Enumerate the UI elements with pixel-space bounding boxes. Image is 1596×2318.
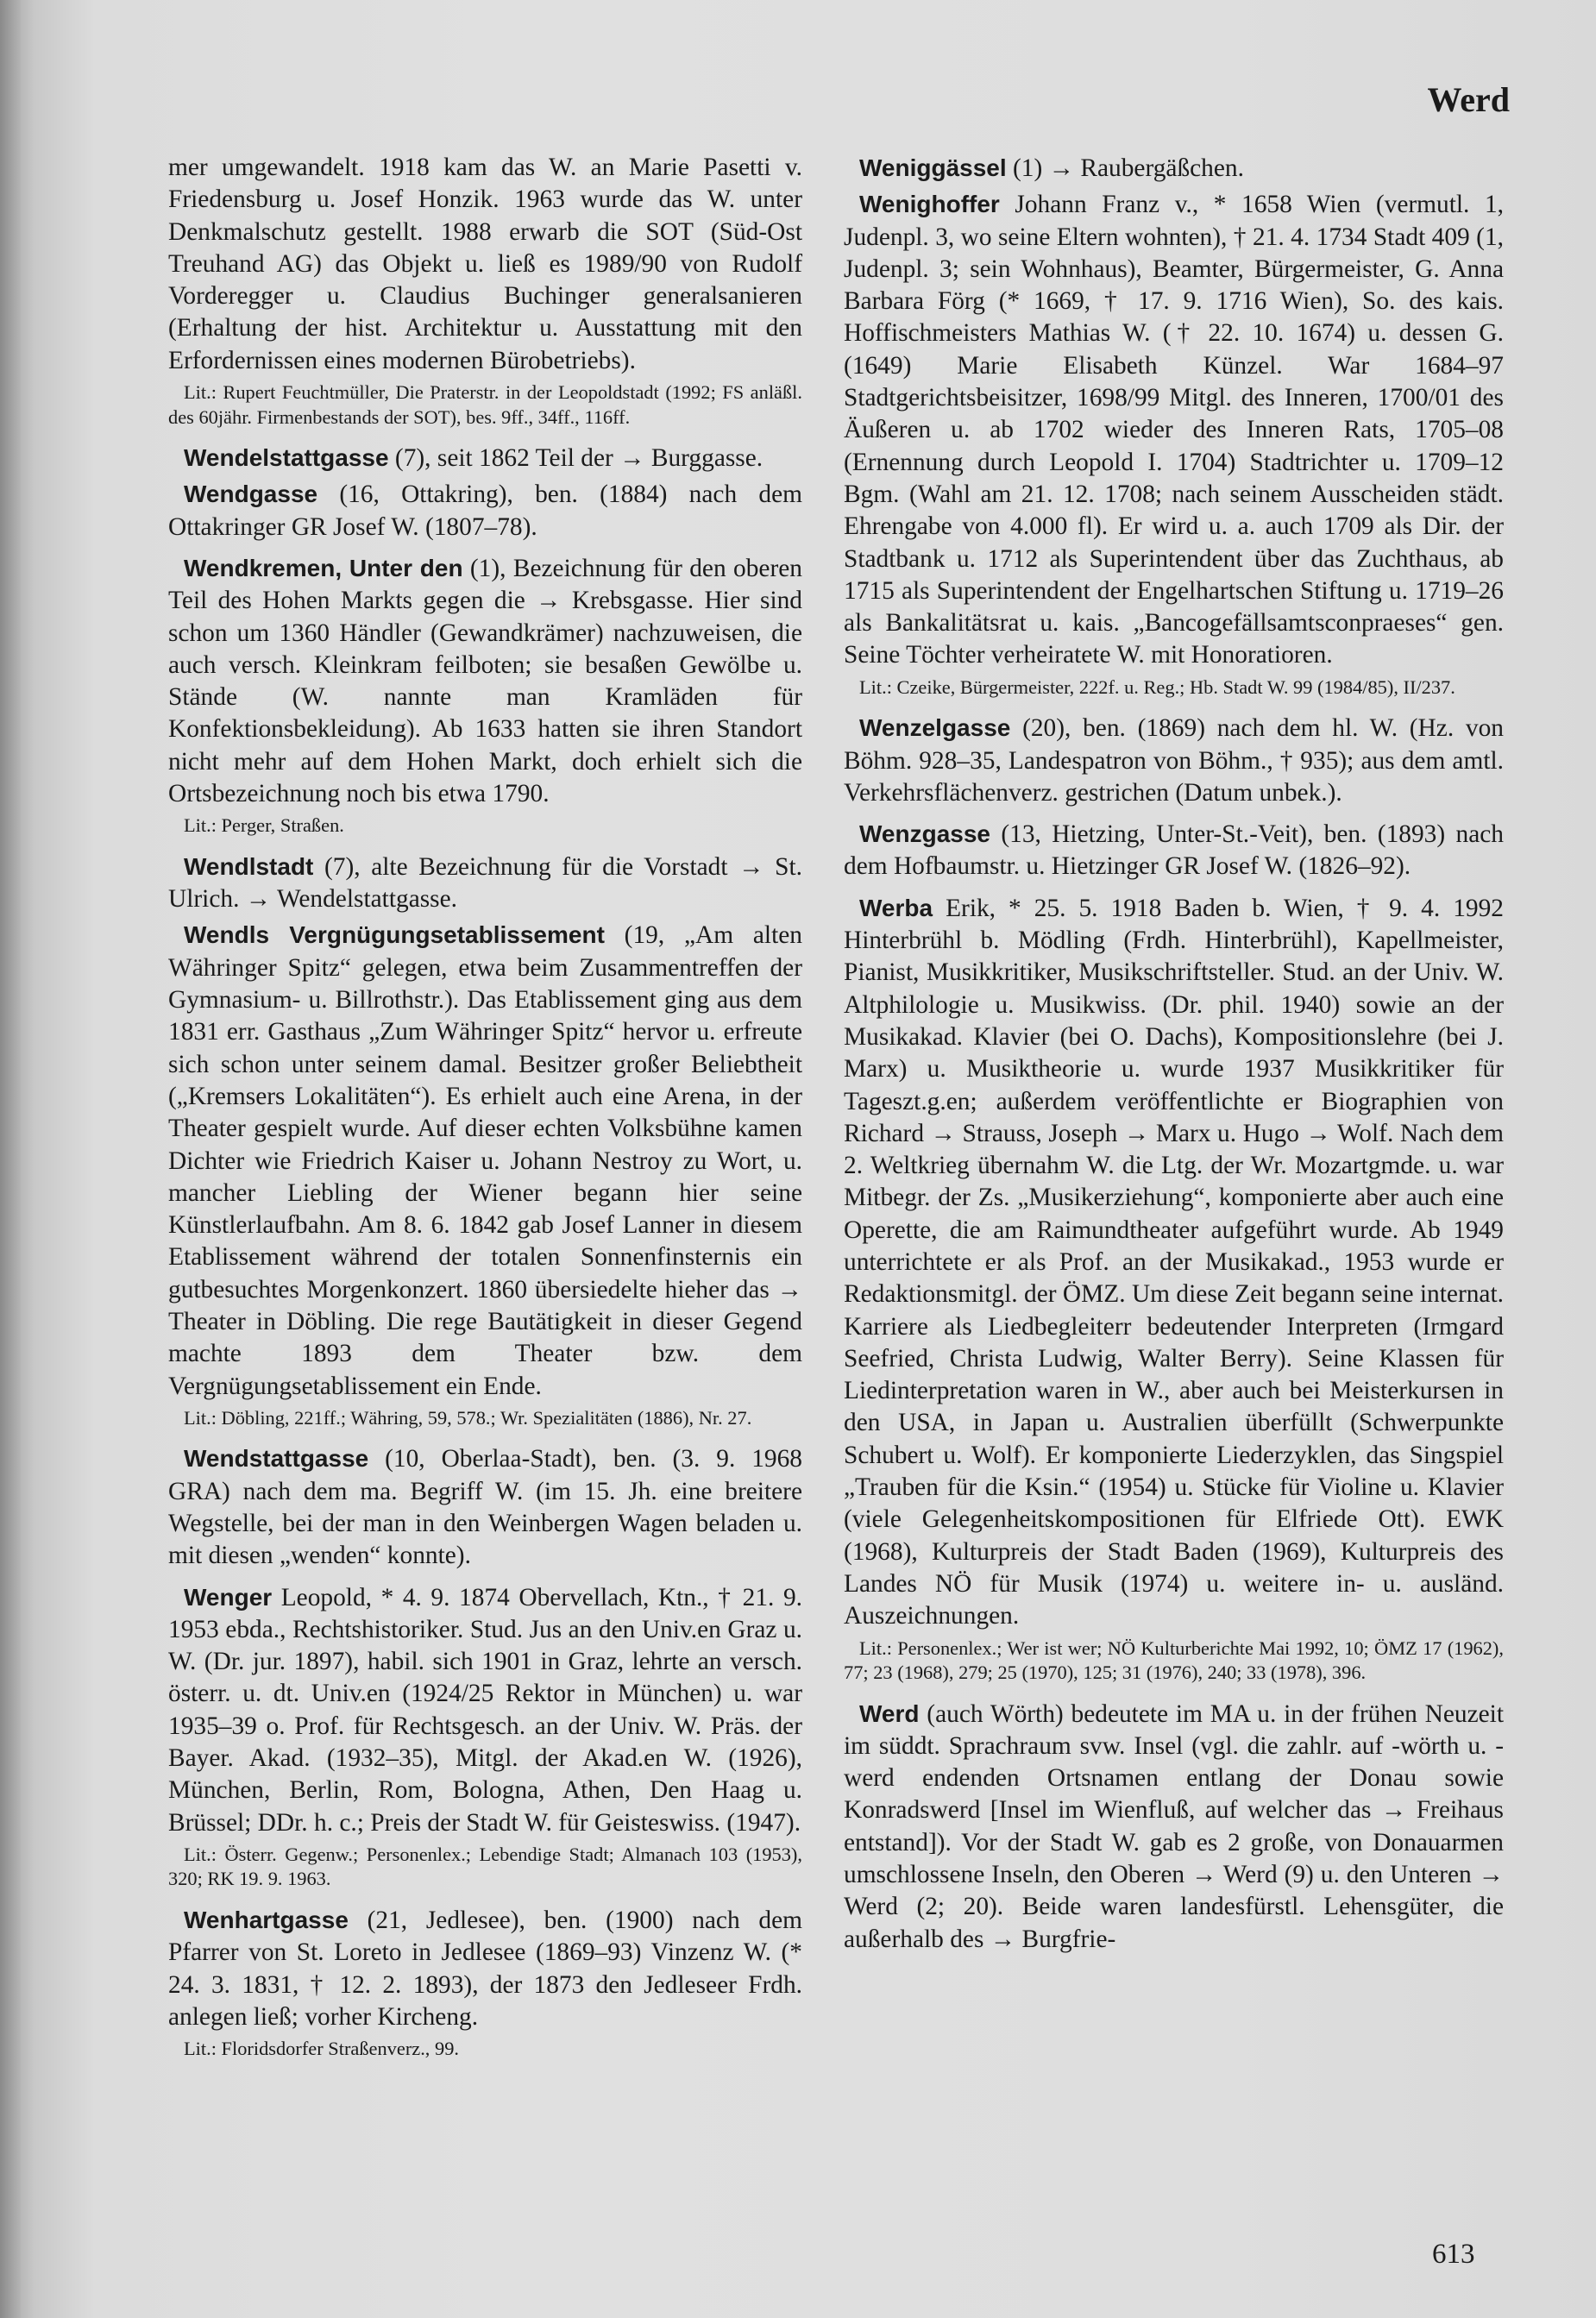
page-fold-shadow [0, 0, 21, 2318]
running-header: Werd [1427, 80, 1510, 119]
entry-wenzgasse [844, 818, 1504, 883]
entry-headword: Wendkremen, Unter den [184, 554, 463, 581]
literature-reference: Lit.: Perger, Straßen. [184, 814, 344, 837]
entry-wendgasse [168, 478, 802, 543]
right-column [844, 152, 1504, 1959]
entry-headword: Werd [859, 1699, 920, 1727]
entry-continuation [168, 152, 802, 377]
entry-wenighoffer [844, 188, 1504, 671]
entry-wenzelgasse [844, 712, 1504, 809]
entry-headword: Wendlstadt [184, 852, 314, 880]
entry-headword: Wendstattgasse [184, 1445, 369, 1473]
entry-text: (16, Ottakring), ben. (1884) nach dem Ottakringer GR Josef W. (1807–78). [168, 481, 802, 541]
literature-reference: Lit.: Österr. Gegenw.; Personenlex.; Lebendige Stadt; Almanach 103 (1953), 320; RK 19. 9. 1963. [168, 1843, 802, 1890]
entry-wendkremen [168, 552, 802, 810]
literature-reference: Lit.: Czeike, Bürgermeister, 222f. u. Reg.; Hb. Stadt W. 99 (1984/85), II/237. [859, 675, 1455, 698]
entry-text: (auch Wörth) bedeutete im MA u. in der frühen Neuzeit im süddt. Sprachraum svw. Insel (vgl. die zahlr. auf -wörth u. -werd endenden Ortsnamen entlang der Donau sowie Konradswerd [Insel im Wienfluß, auf welcher das → Freihaus entstand]). Vor der Stadt W. gab es 2 große, von Donauarmen umschlossene Inseln, den Oberen → Werd (9) u. den Unteren → Werd (2; 20). Beide waren landesfürstl. Lehensgüter, die außerhalb des → Burgfrie- [844, 1699, 1504, 1953]
entry-wendlstadt [168, 851, 802, 916]
entry-text: (1) → Raubergäßchen. [1006, 154, 1244, 182]
entry-text: (19, „Am alten Währinger Spitz“ gelegen, etwa beim Zusammentreffen der Gymnasium- u. Billrothstr.). Das Etablissement ging aus dem 1831 err. Gasthaus „Zum Währinger Spitz“ hervor u. erfreute sich schon unter seinem damal. Besitzer großer Beliebtheit („Kremsers Lokalitäten“). Es erhielt auch eine Arena, in der Theater gespielt wurde. Auf dieser echten Volksbühne kamen Dichter wie Friedrich Kaiser u. Johann Nestroy zu Wort, u. mancher Liebling der Wiener begann hier seine Künstlerlaufbahn. Am 8. 6. 1842 gab Josef Lanner in diesem Etablissement während der totalen Sonnenfinsternis ein gutbesuchtes Morgenkonzert. 1860 übersiedelte hieher das → Theater in Döbling. Die rege Bautätigkeit in dieser Gegend machte 1893 dem Theater bzw. dem Vergnügungsetablissement ein Ende. [168, 921, 802, 1400]
entry-text: (13, Hietzing, Unter-St.-Veit), ben. (1893) nach dem Hofbaumstr. u. Hietzinger GR Josef W. (1826–92). [844, 820, 1504, 881]
entry-wendls-vergnuegungsetablissement [168, 919, 802, 1402]
entry-wendelstattgasse [168, 442, 802, 474]
literature-reference: Lit.: Personenlex.; Wer ist wer; NÖ Kulturberichte Mai 1992, 10; ÖMZ 17 (1962), 77; 23 (1968), 279; 25 (1970), 125; 31 (1976), 240; 33 (1978), 396. [844, 1636, 1504, 1684]
entry-wenger [168, 1581, 802, 1839]
entry-text: (7), seit 1862 Teil der → Burggasse. [388, 444, 763, 473]
entry-headword: Wendls Vergnügungsetablissement [184, 921, 605, 949]
literature-reference: Lit.: Rupert Feuchtmüller, Die Praterstr. in der Leopoldstadt (1992; FS anläßl. des 60jähr. Firmenbestands der SOT), bes. 9ff., 34ff., 116ff. [168, 381, 802, 428]
entry-headword: Wenhartgasse [184, 1906, 349, 1933]
entry-werba [844, 892, 1504, 1633]
left-column [168, 152, 802, 2074]
entry-text: (21, Jedlesee), ben. (1900) nach dem Pfarrer von St. Loreto in Jedlesee (1869–93) Vinzenz W. (* 24. 3. 1831, † 12. 2. 1893), der 1873 den Jedleseer Frdh. anlegen ließ; vorher Kircheng. [168, 1906, 802, 2031]
literature-reference: Lit.: Döbling, 221ff.; Währing, 59, 578.; Wr. Spezialitäten (1886), Nr. 27. [184, 1406, 752, 1429]
entry-weniggaessel [844, 152, 1504, 185]
entry-werd [844, 1698, 1504, 1956]
entry-text: Erik, * 25. 5. 1918 Baden b. Wien, † 9. 4. 1992 Hinterbrühl b. Mödling (Frdh. Hinterbrühl), Kapellmeister, Pianist, Musikkritiker, Musikschriftsteller. Stud. an der Univ. W. Altphilologie u. Musikwiss. (Dr. phil. 1940) sowie an der Musikakad. Klavier (bei O. Dachs), Kompositionslehre (bei J. Marx) u. Musiktheorie u. wurde 1937 Musikkritiker für Tageszt.g.en; außerdem veröffentlichte er Biographien von Richard → Strauss, Joseph → Marx u. Hugo → Wolf. Nach dem 2. Weltkrieg übernahm W. die Ltg. der Wr. Mozartgmde. u. war Mitbegr. der Zs. „Musikerziehung“, komponierte aber auch eine Operette, die am Raimundtheater aufgeführt wurde. Ab 1949 unterrichtete er als Prof. an der Musikakad., 1953 wurde er Redaktionsmitgl. der ÖMZ. Um diese Zeit begann seine internat. Karriere als Liedbegleiterr bedeutender Interpreten (Irmgard Seefried, Christa Ludwig, Walter Berry). Seine Klassen für Liedinterpretation waren in W., aber auch bei Meisterkursen in den USA, in Japan u. Australien überfüllt (Schwerpunkte Schubert u. Wolf). Er komponierte Liederzyklen, das Singspiel „Trauben für die Ksin.“ (1954) u. Stücke für Violine u. Klavier (viele Gelegenheitskompositionen für Elfriede Ott). EWK (1968), Kulturpreis der Stadt Baden (1969), Kulturpreis des Landes NÖ für Musik (1974) u. weitere in- u. ausländ. Auszeichnungen. [844, 894, 1504, 1630]
entry-text: Leopold, * 4. 9. 1874 Obervellach, Ktn., † 21. 9. 1953 ebda., Rechtshistoriker. Stud. Jus an den Univ.en Graz u. W. (Dr. jur. 1897), habil. sich 1901 in Graz, lehrte an versch. österr. u. dt. Univ.en (1924/25 Rektor in München) u. war 1935–39 o. Prof. für Rechtsgesch. an der Univ. W. Präs. der Bayer. Akad. (1932–35), Mitgl. der Akad.en W. (1926), München, Berlin, Rom, Bologna, Athen, Den Haag u. Brüssel; DDr. h. c.; Preis der Stadt W. für Geisteswiss. (1947). [168, 1583, 802, 1837]
entry-wenhartgasse [168, 1904, 802, 2033]
entry-headword: Wenzelgasse [859, 714, 1011, 742]
entry-headword: Wenzgasse [859, 820, 990, 848]
entry-headword: Wenger [184, 1583, 273, 1611]
entry-headword: Werba [859, 894, 933, 921]
entry-text: (20), ben. (1869) nach dem hl. W. (Hz. von Böhm. 928–35, Landespatron von Böhm., † 935); aus dem amtl. Verkehrsflächenverz. gestrichen (Datum unbek.). [844, 714, 1504, 807]
entry-headword: Wendelstattgasse [184, 444, 389, 472]
entry-headword: Weniggässel [859, 154, 1007, 181]
entry-text: mer umgewandelt. 1918 kam das W. an Marie Pasetti v. Friedensburg u. Josef Honzik. 1963 wurde das W. unter Denkmalschutz gestellt. 1988 erwarb die SOT (Süd-Ost Treuhand AG) das Objekt u. ließ es 1989/90 von Rudolf Vorderegger u. Claudius Buchinger generalsanieren (Erhaltung der hist. Architektur u. Ausstattung mit den Erfordernissen eines modernen Bürobetriebs). [168, 154, 802, 374]
entry-text: (10, Oberlaa-Stadt), ben. (3. 9. 1968 GRA) nach dem ma. Begriff W. (im 15. Jh. eine breitere Wegstelle, bei der man in den Weinbergen Wagen beladen u. mit diesen „wenden“ konnte). [168, 1445, 802, 1570]
entry-headword: Wenighoffer [859, 191, 1000, 218]
entry-text: Johann Franz v., * 1658 Wien (vermutl. 1, Judenpl. 3, wo seine Eltern wohnten), † 21. 4. 1734 Stadt 409 (1, Judenpl. 3; sein Wohnhaus), Beamter, Bürgermeister, G. Anna Barbara Förg (* 1669, † 17. 9. 1716 Wien), So. des kais. Hoffischmeisters Mathias W. († 22. 10. 1674) u. dessen G. (1649) Marie Elisabeth Künzel. War 1684–97 Stadtgerichtsbeisitzer, 1698/99 Mitgl. des Inneren, 1700/01 des Äußeren u. ab 1702 wieder des Inneren Rats, 1705–08 (Ernennung durch Leopold I. 1704) Stadtrichter u. 1709–12 Bgm. (Wahl am 21. 12. 1708; nach seinem Ausscheiden städt. Ehrengabe von 4.000 fl). Er wird u. a. auch 1709 als Dir. der Stadtbank u. 1712 als Superintendent über das Zuchthaus, ab 1715 als Superintendent der Engelhartschen Stiftung u. 1719–26 als Bankalitätsrat u. kais. „Bancogefällsamtsconpraeses“ gen. Seine Töchter verheiratete W. mit Honoratioren. [844, 191, 1504, 669]
literature-reference: Lit.: Floridsdorfer Straßenverz., 99. [184, 2038, 459, 2060]
page-number: 613 [1432, 2239, 1475, 2270]
entry-wendstattgasse [168, 1442, 802, 1572]
entry-headword: Wendgasse [184, 481, 318, 508]
entry-text: (7), alte Bezeichnung für die Vorstadt → St. Ulrich. → Wendelstattgasse. [168, 852, 802, 914]
entry-text: (1), Bezeichnung für den oberen Teil des Hohen Markts gegen die → Krebsgasse. Hier sind schon um 1360 Händler (Gewandkrämer) nachzuweisen, die auch versch. Kleinkram feilboten; sie besaßen Gewölbe u. Stände (W. nannte man Kramläden für Konfektionsbekleidung). Ab 1633 hatten sie ihren Standort nicht mehr auf dem Hohen Markt, doch erhielt sich die Ortsbezeichnung noch bis etwa 1790. [168, 554, 802, 808]
